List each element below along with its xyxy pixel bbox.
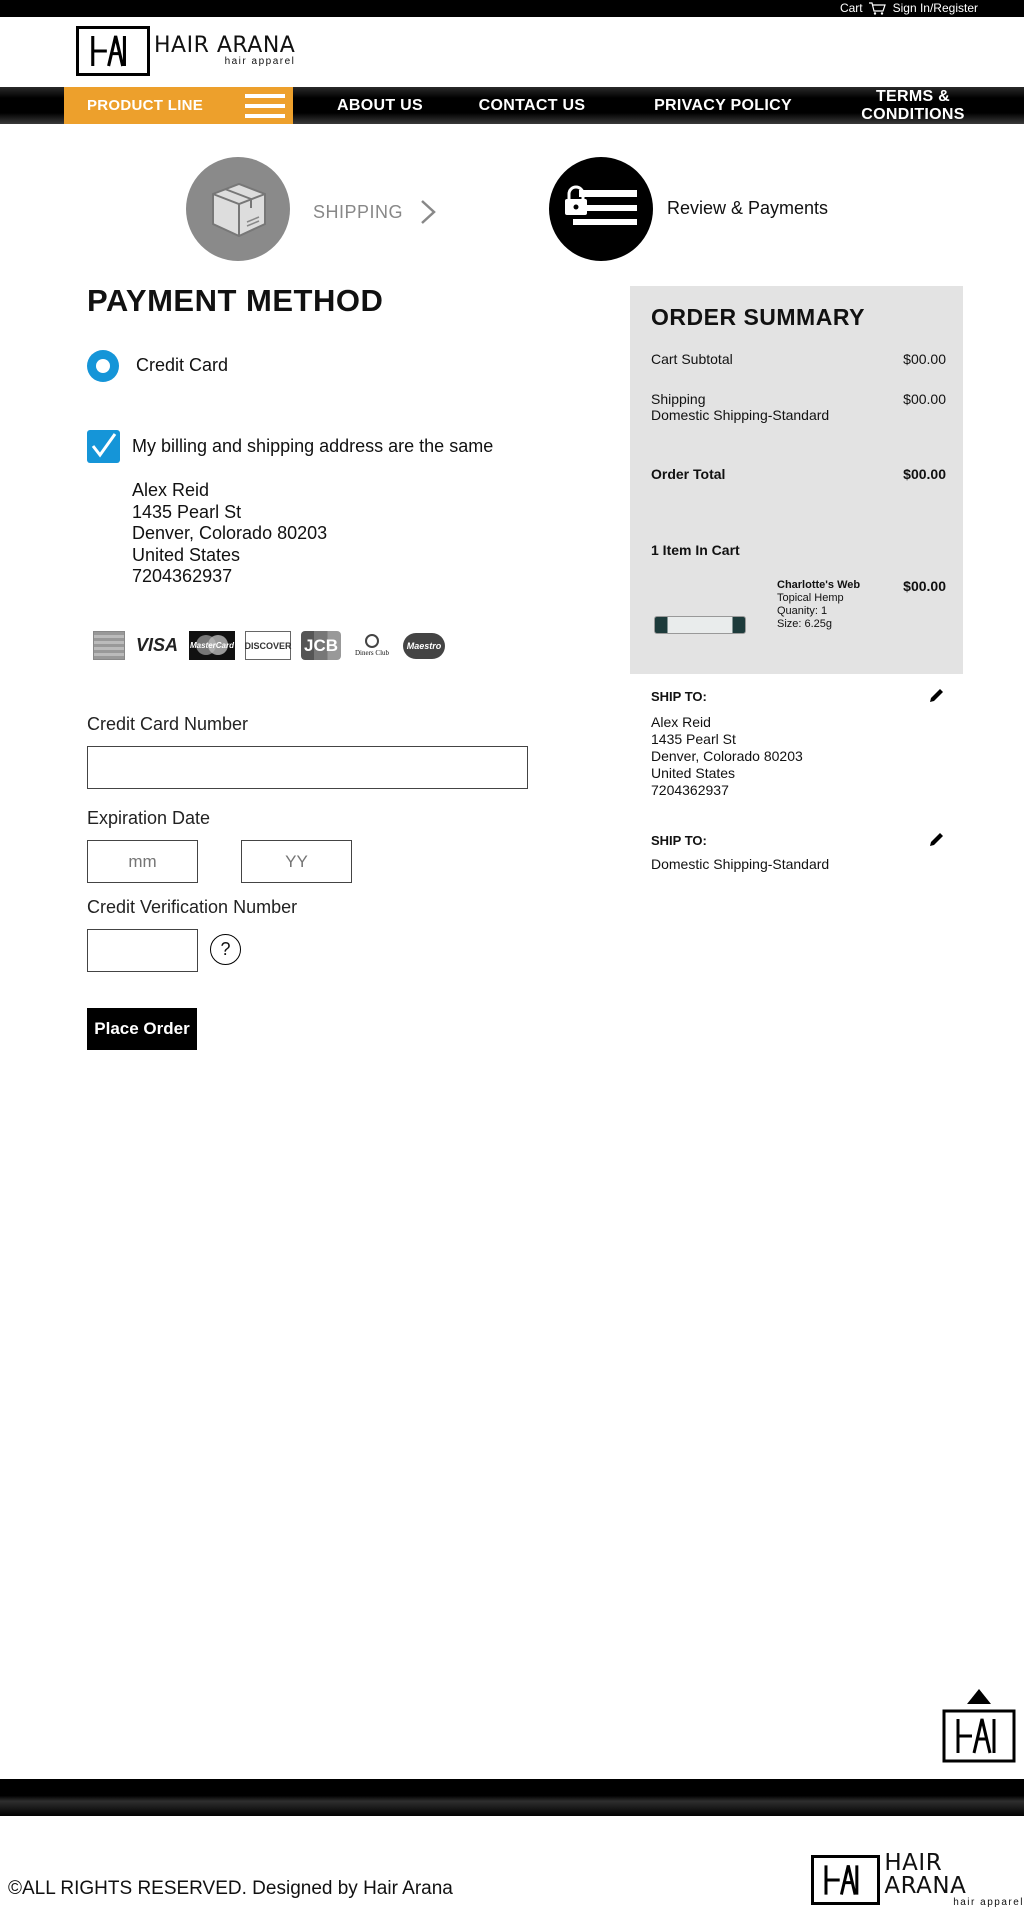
logo-monogram-icon [79,29,147,73]
product-thumbnail[interactable] [654,616,746,634]
step-shipping-circle[interactable] [186,157,290,261]
subtotal-value: $00.00 [903,351,946,367]
discover-card-icon: DISCOVER [245,631,291,660]
main-nav [0,87,1024,124]
amex-card-icon [93,631,125,660]
step-review-circle[interactable] [549,157,653,261]
mastercard-card-icon [189,631,235,660]
items-in-cart-text: 1 Item In Cart [651,542,740,558]
credit-card-label[interactable]: Credit Card [136,355,229,375]
shipping-row [651,391,946,423]
hamburger-menu-icon[interactable] [245,94,285,118]
shipping-label-group [651,391,829,423]
cart-item-desc: Topical Hemp [777,592,844,604]
order-total-row [651,466,946,482]
cvn-input[interactable] [87,929,198,972]
shipping-method: Domestic Shipping-Standard [651,407,830,423]
order-summary-panel [630,286,963,674]
back-to-top-button[interactable] [942,1687,1016,1763]
nav-terms[interactable] [848,87,978,124]
nav-product-line[interactable] [64,87,293,124]
footer-bar [0,1779,1024,1816]
footer-logo-text [884,1852,1024,1908]
cart-item-details [777,579,860,631]
footer-logo-mark [811,1855,880,1905]
footer-logo-brand: HAIR ARANA [884,1850,967,1899]
exp-year-input[interactable] [241,840,352,883]
ship-to-country: United States [651,765,736,781]
cart-item-name[interactable]: Charlotte's Web [777,579,861,591]
subtotal-label: Cart Subtotal [651,351,733,367]
shopping-cart-icon[interactable] [869,2,887,15]
cart-item-size: Size: 6.25g [777,618,833,630]
edit-pencil-icon[interactable] [928,832,944,848]
order-total-value: $00.00 [903,466,946,482]
ship-to-phone: 7204362937 [651,782,729,798]
step-review-label[interactable]: Review & Payments [667,198,829,218]
package-box-icon [205,178,271,240]
footer-logo-tagline: hair apparel [953,1897,1024,1908]
top-utility-bar [0,0,1024,17]
order-total-label: Order Total [651,466,726,482]
subtotal-row [651,351,946,367]
jcb-card-icon: JCB [301,631,341,660]
footer-logo-monogram-icon [814,1858,877,1902]
nav-terms-line1: TERMS & [875,87,951,105]
cvn-label: Credit Verification Number [87,897,298,917]
nav-terms-line2: CONDITIONS [861,105,965,123]
shipping-value: $00.00 [903,391,946,407]
logo-brand: HAIR ARANA [154,33,296,58]
ship-to-method-block [651,832,829,873]
same-address-label[interactable]: My billing and shipping address are the same [132,436,494,456]
expiration-label: Expiration Date [87,808,211,828]
cart-item-price: $00.00 [903,578,946,594]
diners-logo-circle [365,634,379,648]
shipping-label: Shipping [651,391,706,407]
cvn-help-icon[interactable]: ? [210,934,241,965]
credit-card-radio[interactable] [87,350,119,382]
billing-address-name: Alex Reid [132,480,210,500]
nav-product-line-label: PRODUCT LINE [87,97,204,114]
nav-about[interactable]: ABOUT US [337,96,423,114]
ship-to-city: Denver, Colorado 80203 [651,748,803,764]
billing-address [132,480,327,588]
mastercard-label: MasterCard [189,641,234,650]
same-address-checkbox[interactable] [87,430,120,463]
cart-link[interactable]: Cart [839,1,863,15]
place-order-button[interactable]: Place Order [87,1008,197,1050]
diners-club-label: Diners Club [354,649,390,657]
maestro-card-icon: Maestro [403,633,445,659]
logo-text [154,35,295,67]
footer-logo[interactable] [811,1852,1024,1908]
step-shipping-label[interactable]: SHIPPING [313,202,404,222]
billing-address-street: 1435 Pearl St [132,501,242,522]
ship-to-address-block [651,688,803,799]
visa-card-icon: VISA [135,635,178,655]
chevron-right-icon [418,198,438,226]
nav-privacy[interactable]: PRIVACY POLICY [654,96,792,114]
billing-address-country: United States [132,544,241,565]
logo-tagline: hair apparel [224,56,296,67]
ship-to-street: 1435 Pearl St [651,731,736,747]
header-logo[interactable] [76,26,295,76]
ship-to-name: Alex Reid [651,714,711,730]
nav-contact[interactable]: CONTACT US [478,96,586,114]
logo-mark [76,26,150,76]
secure-payment-lock-icon [561,177,641,241]
copyright-symbol: © [8,1878,22,1899]
signin-link[interactable]: Sign In/Register [892,1,978,15]
diners-club-card-icon [351,631,393,660]
ship-to-heading: SHIP TO: [651,689,707,704]
ship-method-value: Domestic Shipping-Standard [651,856,830,872]
copyright-label: ALL RIGHTS RESERVED. Designed by Hair Arana [22,1878,453,1899]
back-to-top-icon [942,1687,1016,1763]
order-summary-title: ORDER SUMMARY [651,304,865,330]
cc-number-input[interactable] [87,746,528,789]
checkmark-icon [87,430,120,463]
edit-pencil-icon[interactable] [928,688,944,704]
billing-address-city: Denver, Colorado 80203 [132,523,328,543]
top-links [840,1,978,15]
card-brand-logos [93,631,445,660]
payment-method-title: PAYMENT METHOD [87,283,384,318]
billing-address-phone: 7204362937 [132,566,233,586]
cc-number-label: Credit Card Number [87,714,249,734]
exp-month-input[interactable] [87,840,198,883]
cart-item-qty: Quanity: 1 [777,605,828,617]
items-in-cart-label [651,542,946,558]
ship-method-heading: SHIP TO: [651,833,707,848]
copyright-text [8,1878,453,1900]
